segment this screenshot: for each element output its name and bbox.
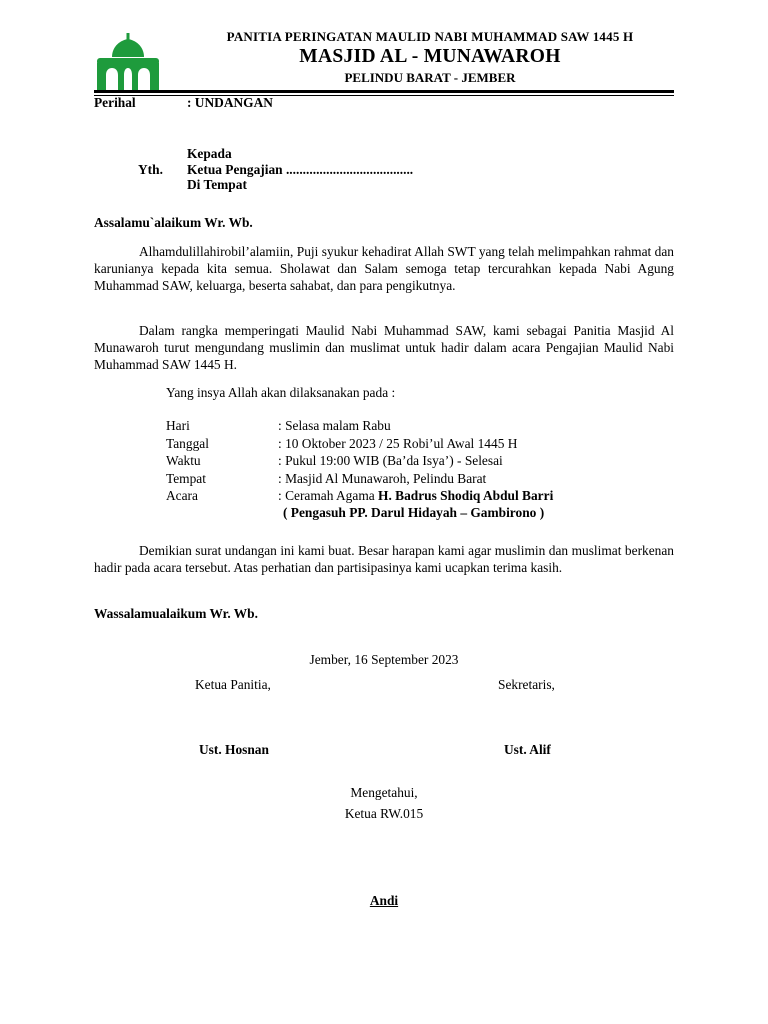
paragraph-closing: Demikian surat undangan ini kami buat. Besar harapan kami agar muslimin dan muslimat berkenan hadir pada acara tersebut. Atas perhatian dan partisipasinya kami ucapkan terima kasih. <box>94 543 674 575</box>
schedule-value-day: : Selasa malam Rabu <box>278 418 391 433</box>
letterhead-divider-thin <box>94 95 674 96</box>
rw-head-name: Andi <box>369 893 399 908</box>
chairman-name: Ust. Hosnan <box>199 742 269 757</box>
secretary-name: Ust. Alif <box>504 742 551 757</box>
paragraph-invitation: Dalam rangka memperingati Maulid Nabi Muhammad SAW, kami sebagai Panitia Masjid Al Munawaroh turut mengundang muslimin dan muslimat untuk hadir dalam acara Pengajian Maulid Nabi Muhammad SAW 1445 H. <box>94 323 674 372</box>
mosque-name-heading: MASJID AL - MUNAWAROH <box>299 46 561 67</box>
schedule-value-date: : 10 Oktober 2023 / 25 Robi’ul Awal 1445 H <box>278 435 518 451</box>
schedule-value-event <box>278 487 553 504</box>
recipient-place: Di Tempat <box>187 177 247 192</box>
date-line: Jember, 16 September 2023 <box>309 652 459 667</box>
subject-value: : UNDANGAN <box>187 95 273 110</box>
schedule-value-time: : Pukul 19:00 WIB (Ba’da Isya’) - Selesai <box>278 453 503 468</box>
closing-greeting: Wassalamualaikum Wr. Wb. <box>94 606 258 621</box>
secretary-title: Sekretaris, <box>498 677 555 692</box>
acknowledged-label: Mengetahui, <box>350 785 418 800</box>
rw-head-title: Ketua RW.015 <box>344 806 424 821</box>
schedule-label-day: Hari <box>166 418 190 433</box>
schedule-label-place: Tempat <box>166 470 206 486</box>
schedule-label-event: Acara <box>166 488 198 503</box>
logo-dome <box>112 39 144 57</box>
schedule-value-place: : Masjid Al Munawaroh, Pelindu Barat <box>278 470 487 486</box>
logo-finial <box>127 33 130 40</box>
recipient-name: Ketua Pengajian ...................................... <box>187 162 414 177</box>
paragraph-opening: Alhamdulillahirobil’alamiin, Puji syukur kehadirat Allah SWT yang telah melimpahkan rahmat dan karunianya kepada kita semua. Sholawat dan Salam semoga tetap tercurahkan kepada Nabi Agung Muhammad SAW, keluarga, beserta sahabat, dan para pengikutnya. <box>94 244 674 293</box>
speaker-name: H. Badrus Shodiq Abdul Barri <box>378 488 554 503</box>
speaker-affiliation: ( Pengasuh PP. Darul Hidayah – Gambirono ) <box>283 505 545 520</box>
chairman-title: Ketua Panitia, <box>195 677 271 692</box>
schedule-label-time: Waktu <box>166 453 201 468</box>
address-heading: PELINDU BARAT - JEMBER <box>344 70 516 85</box>
recipient-to: Kepada <box>187 146 232 161</box>
logo-arches <box>97 63 159 91</box>
mosque-logo-icon <box>97 33 159 91</box>
event-value-plain: : Ceramah Agama <box>278 488 379 503</box>
schedule-intro: Yang insya Allah akan dilaksanakan pada : <box>166 385 396 400</box>
letterhead-divider-thick <box>94 90 674 93</box>
opening-greeting: Assalamu`alaikum Wr. Wb. <box>94 215 253 230</box>
committee-heading: PANITIA PERINGATAN MAULID NABI MUHAMMAD SAW 1445 H <box>226 29 634 44</box>
schedule-label-date: Tanggal <box>166 435 209 451</box>
recipient-yth: Yth. <box>138 162 163 177</box>
subject-label: Perihal <box>94 95 136 110</box>
